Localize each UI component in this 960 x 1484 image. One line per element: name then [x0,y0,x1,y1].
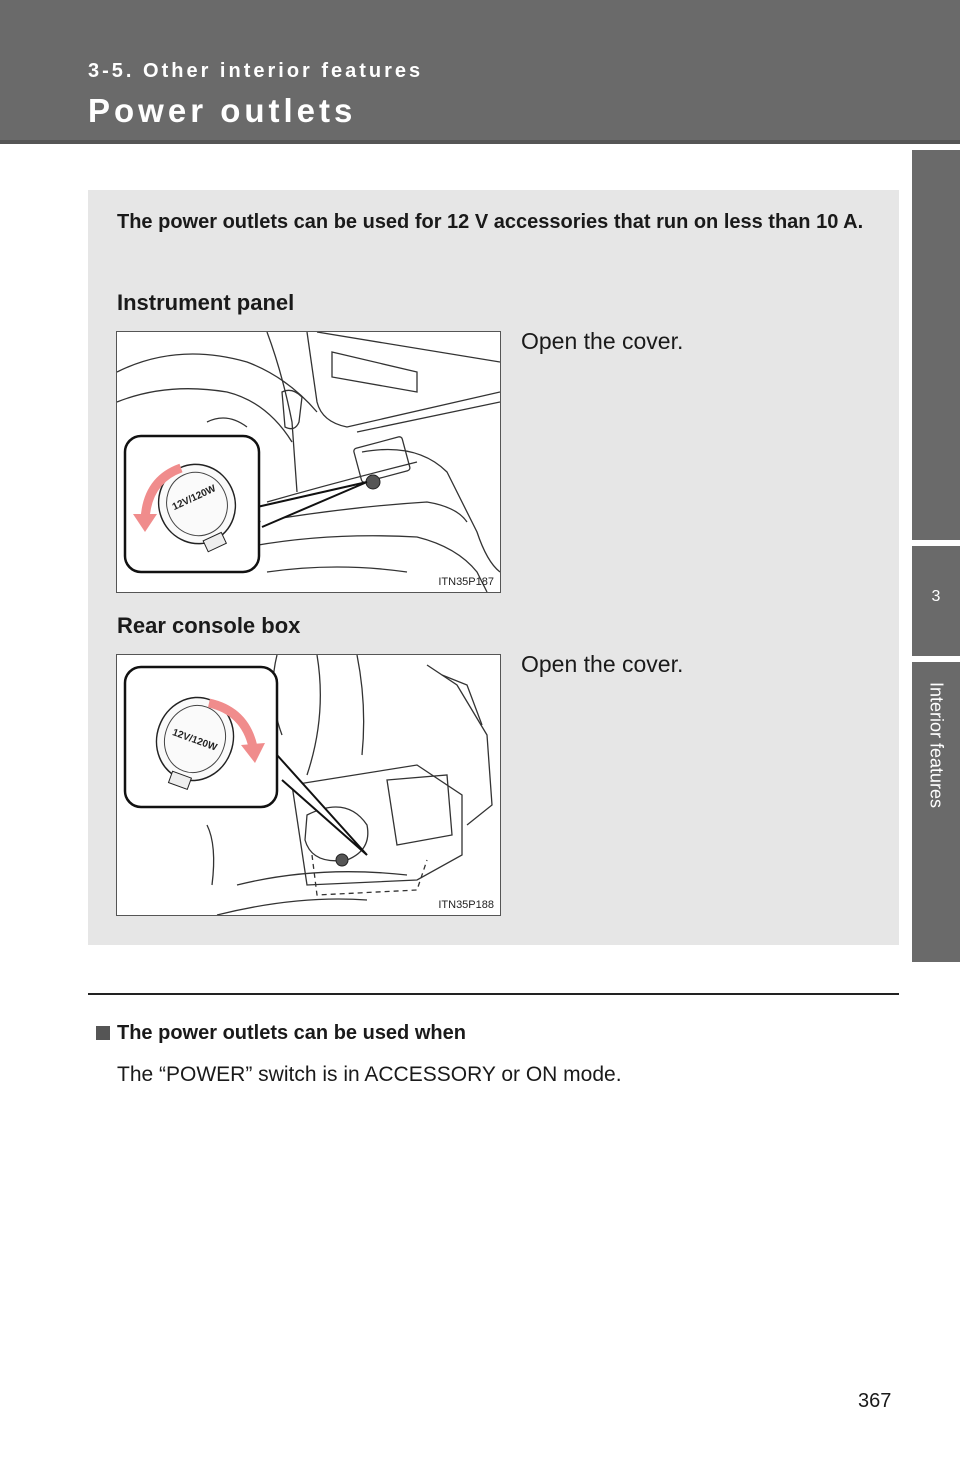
instrument-panel-step: Open the cover. [521,328,684,354]
cap-rating-label: 12V/120W [170,727,219,754]
rear-console-illustration [117,655,500,915]
instrument-panel-figure [116,331,501,593]
figure-code-1: ITN35P187 [438,576,494,588]
side-tab-number: 3 [931,588,941,605]
instrument-panel-heading: Instrument panel [117,290,295,315]
cap-rating-label: 12V/120W [170,483,218,513]
side-tab-upper [912,150,960,540]
page-number: 367 [858,1390,892,1412]
rear-console-figure [116,654,501,916]
instrument-panel-illustration [117,332,500,592]
note-heading-text: The power outlets can be used when [117,1022,466,1044]
rear-console-step: Open the cover. [521,651,684,677]
section-divider [88,993,899,995]
figure-code-2: ITN35P188 [438,899,494,911]
note-heading [96,1022,466,1045]
note-text: The “POWER” switch is in ACCESSORY or ON mode. [117,1063,622,1086]
page-title: Power outlets [88,92,357,129]
rear-console-heading: Rear console box [117,613,301,638]
side-tab-label: Interior features [926,681,947,809]
section-label: 3-5. Other interior features [88,60,424,82]
intro-text: The power outlets can be used for 12 V accessories that run on less than 10 A. [117,211,864,233]
square-bullet-icon [96,1026,110,1040]
